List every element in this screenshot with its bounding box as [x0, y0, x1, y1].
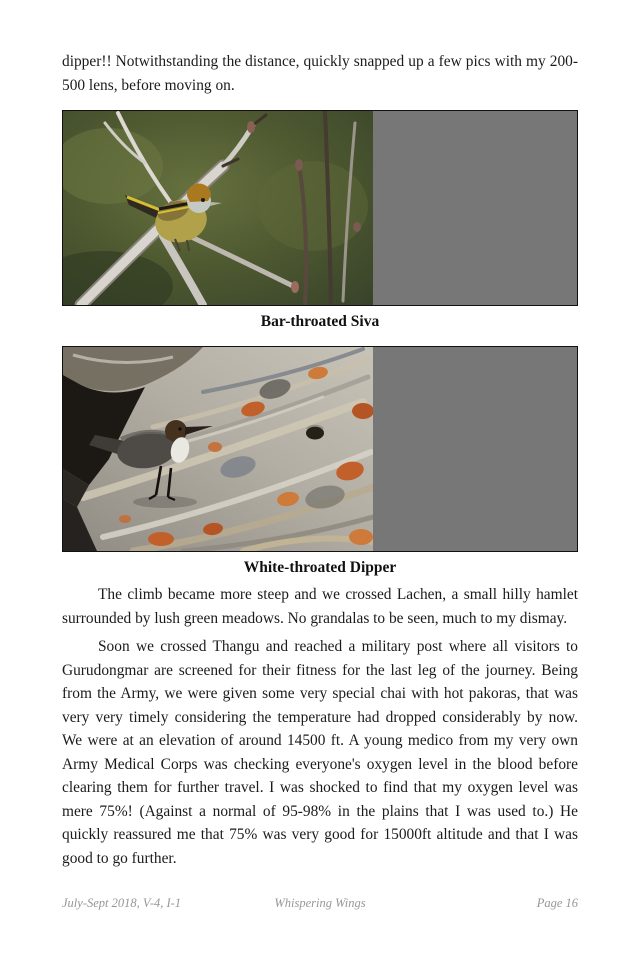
paragraph-thangu: Soon we crossed Thangu and reached a military post where all visitors to Gurudongmar are screened for their fitness for the last leg of the journey. Being from the Army, we were given some very special chai with hot pakoras, that was very very timely considering the temperature had dropped considerably by now. We were at an elevation of around 14500 ft. A young medico from my very own Army Medical Corps was checking everyone's oxygen level in the blood before clearing them for further travel. I was shocked to find that my oxygen level was mere 75%! (Against a normal of 95-98% in the plains that I was used to.) He quickly reassured me that 75% was very good for 15000ft altitude and that I was good to go further. — [62, 638, 578, 867]
paragraph-continuation: dipper!! Notwithstanding the distance, quickly snapped up a few pics with my 200-500 lens, before moving on. — [62, 53, 578, 94]
figure-caption-siva: Bar-throated Siva — [260, 313, 380, 330]
bar-throated-siva-photo — [62, 110, 578, 306]
siva-photo-illustration — [63, 111, 373, 305]
page-footer — [62, 895, 578, 911]
document-page — [0, 50, 640, 955]
footer-publication-title: Whispering Wings — [274, 896, 366, 910]
figure-caption-dipper: White-throated Dipper — [243, 559, 397, 576]
white-throated-dipper-photo — [62, 346, 578, 552]
footer-issue-info: July-Sept 2018, V-4, I-1 — [62, 896, 182, 910]
paragraph-lachen: The climb became more steep and we crossed Lachen, a small hilly hamlet surrounded by lush green meadows. No grandalas to be seen, much to my dismay. — [62, 586, 578, 627]
page-content — [0, 50, 640, 870]
figure-bar-throated-siva — [62, 110, 578, 331]
figure-white-throated-dipper — [62, 346, 578, 577]
dipper-photo-illustration — [63, 347, 373, 551]
footer-page-number: Page 16 — [536, 896, 578, 910]
